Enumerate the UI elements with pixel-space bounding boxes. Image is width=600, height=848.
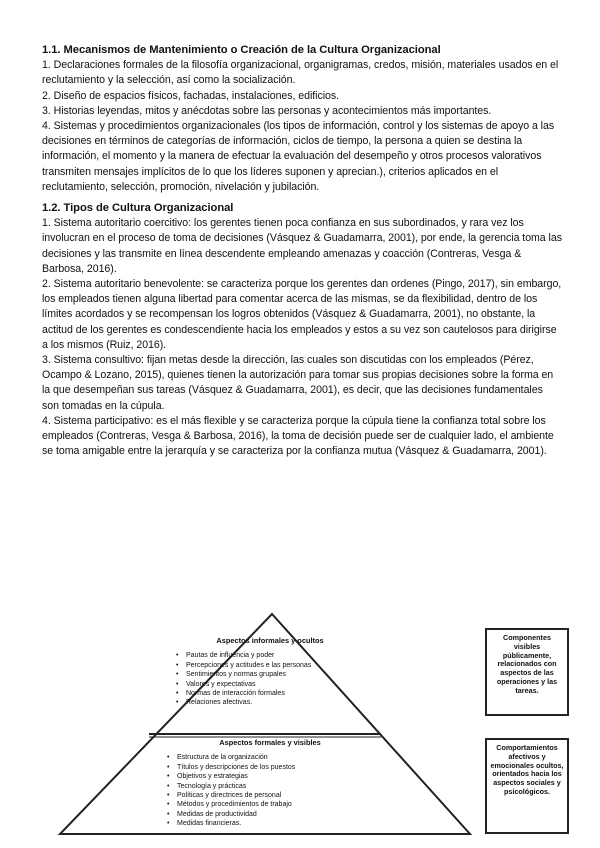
list-item: • Tecnología y prácticas (167, 782, 375, 791)
paragraph: 2. Sistema autoritario benevolente: se caracteriza porque los gerentes dan ordenes (Pingo, 2017), sin embargo, los empleados tienen alguna libertad para comentar acerca de las mismas, se da flexibilidad, dentro de los límites acordados y se recompensan los logros obtenidos (Vásquez & Guadamarra, 2001), no obstante, la actitud de los gerentes es condescendiente hacia los empleados y estos a su vez son cautelosos para dirigirse a los mismos (Ruiz, 2016). (42, 278, 562, 351)
section-title-mechanisms: 1.1. Mecanismos de Mantenimiento o Creación de la Cultura Organizacional (42, 44, 441, 56)
paragraph: 4. Sistemas y procedimientos organizacionales (los tipos de información, control y los sistemas de apoyo a las decisiones en términos de categorías de información, ciclos de tiempo, la persona a quien se destina la información, el momento y la manera de efectuar la evaluación del desempeño y otros procesos valorativos transmiten mensajes implícitos de lo que los líderes suponen y aprecian.), criterios aplicados en el reclutamiento, selección, promoción, nivelación y jubilación. (42, 120, 555, 193)
list-item: • Valores y expectativas (176, 680, 370, 689)
document-body (42, 43, 562, 459)
paragraph: 4. Sistema participativo: es el más flexible y se caracteriza porque la cúpula tiene la confianza total sobre los empleados (Contreras, Vesga & Barbosa, 2016), la toma de decisión puede ser de cualquier lado, el ambiente se toma amigable entre la jerarquía y se caracteriza por la confianza mutua (Vásquez & Guadamarra, 2001). (42, 414, 554, 458)
list-item: • Medidas financieras. (167, 819, 375, 828)
list-item: • Métodos y procedimientos de trabajo (167, 800, 375, 809)
list-item: • Sentimientos y normas grupales (176, 670, 370, 679)
list-item: • Pautas de influencia y poder (176, 651, 370, 660)
visible-components-box: Componentes visibles públicamente, relacionados con aspectos de las operaciones y las tareas. (485, 628, 569, 716)
paragraph: 3. Historias leyendas, mitos y anécdotas sobre las personas y acontecimientos más importantes. (42, 104, 492, 117)
culture-iceberg-diagram (0, 612, 600, 848)
upper-section (170, 636, 370, 708)
list-item: • Percepciones y actitudes e las personas (176, 661, 370, 670)
list-item: • Títulos y descripciones de los puestos (167, 763, 375, 772)
upper-list (176, 651, 370, 707)
lower-heading: Aspectos formales y visibles (219, 738, 321, 747)
list-item: • Normas de interacción formales (176, 689, 370, 698)
lower-list (167, 753, 375, 828)
upper-heading: Aspectos informales y ocultos (216, 636, 324, 645)
hidden-behaviors-box: Comportamientos afectivos y emocionales ocultos, orientados hacia los aspectos sociales y psicológicos. (485, 738, 569, 834)
paragraph: 1. Declaraciones formales de la filosofía organizacional, organigramas, credos, misión, materiales usados en el reclutamiento y la selección, así como la socialización. (42, 59, 559, 87)
list-item: • Estructura de la organización (167, 753, 375, 762)
list-item: • Políticas y directrices de personal (167, 791, 375, 800)
paragraph: 3. Sistema consultivo: fijan metas desde la dirección, las cuales son discutidas con los empleados (Pérez, Ocampo & Lozano, 2015), quienes tienen la autorización para tomar sus propias decisiones sobre la forma en la que desempeñan sus tareas (Vásquez & Guadamarra, 2001), es decir, que las decisiones fundamentales son tomadas en la cúpula. (42, 354, 554, 412)
section-title-culture-types: 1.2. Tipos de Cultura Organizacional (42, 202, 234, 215)
list-item: • Medidas de productividad (167, 810, 375, 819)
lower-section (165, 738, 375, 829)
list-item: • Relaciones afectivas. (176, 698, 370, 707)
paragraph: 1. Sistema autoritario coercitivo: los gerentes tienen poca confianza en sus subordinados, y rara vez los involucran en el proceso de toma de decisiones (Vásquez & Guadamarra, 2001), por ende, la gerencia toma las decisiones y las transmite en línea descendente empleando amenazas y coacción (Contreras, Vesga & Barbosa, 2016). (42, 217, 562, 275)
list-item: • Objetivos y estrategias (167, 772, 375, 781)
paragraph: 2. Diseño de espacios físicos, fachadas, instalaciones, edificios. (42, 89, 340, 102)
